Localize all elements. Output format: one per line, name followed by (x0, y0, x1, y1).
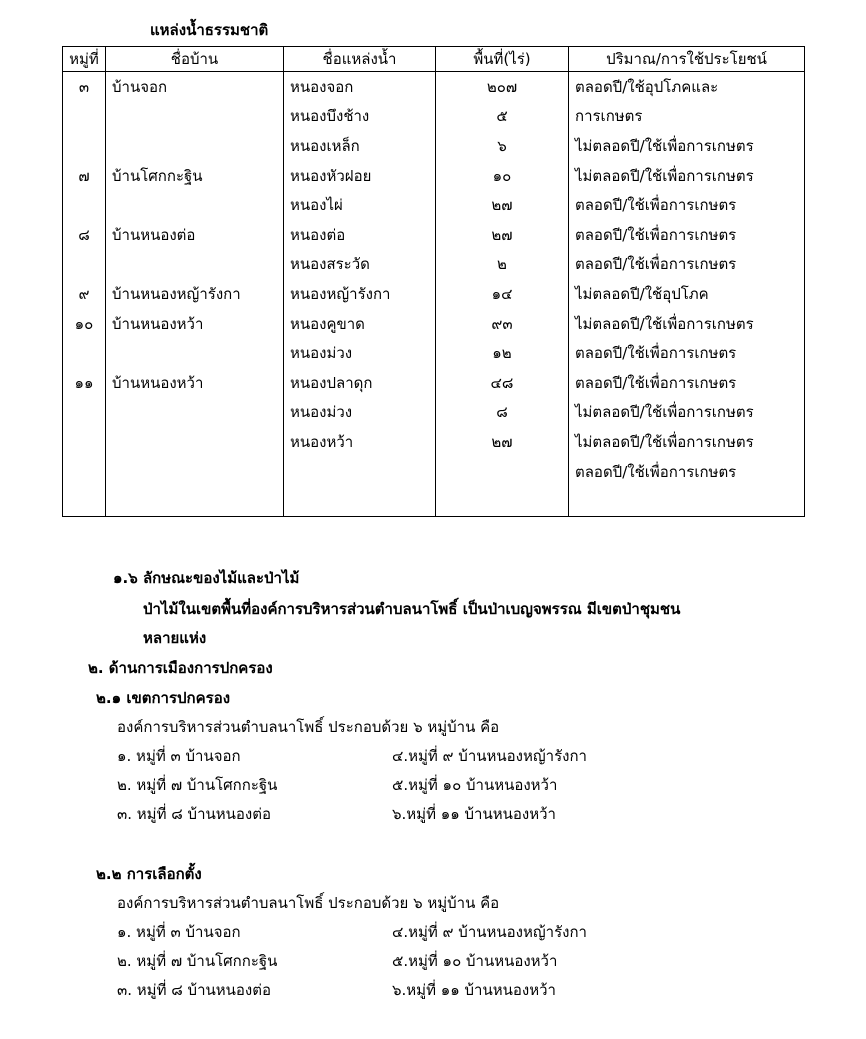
election-item: ๖.หมู่ที่ ๑๑ บ้านหนองหว้า (392, 981, 556, 999)
cell-area: ๑๒ (436, 338, 569, 368)
cell-village (106, 102, 284, 132)
cell-area: ๙๓ (436, 309, 569, 339)
cell-village (106, 457, 284, 487)
cell-water-source: หนองปลาดุก (284, 368, 436, 398)
cell-moo (63, 131, 106, 161)
cell-water-source: หนองสระวัด (284, 250, 436, 280)
election-list-row (117, 978, 556, 1002)
cell-water-source (284, 486, 436, 516)
cell-village (106, 486, 284, 516)
admin-item: ๖.หมู่ที่ ๑๑ บ้านหนองหว้า (392, 805, 556, 823)
table-row (63, 102, 805, 132)
header-water-source: ชื่อแหล่งน้ำ (284, 47, 436, 72)
admin-item: ๕.หมู่ที่ ๑๐ บ้านหนองหว้า (392, 776, 558, 794)
table-row (63, 368, 805, 398)
table-row (63, 220, 805, 250)
cell-usage: ตลอดปี/ใช้เพื่อการเกษตร (569, 457, 805, 487)
election-item: ๕.หมู่ที่ ๑๐ บ้านหนองหว้า (392, 952, 558, 970)
admin-item: ๔.หมู่ที่ ๙ บ้านหนองหญ้ารังกา (392, 747, 587, 765)
cell-area (436, 457, 569, 487)
table-row (63, 309, 805, 339)
cell-usage: ไม่ตลอดปี/ใช้เพื่อการเกษตร (569, 309, 805, 339)
water-sources-table (62, 46, 805, 517)
election-item: ๒. หมู่ที่ ๗ บ้านโศกกะฐิน (117, 952, 278, 970)
cell-moo (63, 486, 106, 516)
election-heading: ๒.๒ การเลือกตั้ง (96, 865, 202, 883)
cell-water-source (284, 457, 436, 487)
cell-water-source: หนองบึงช้าง (284, 102, 436, 132)
cell-moo: ๑๑ (63, 368, 106, 398)
table-row (63, 338, 805, 368)
cell-moo: ๗ (63, 161, 106, 191)
cell-water-source: หนองม่วง (284, 398, 436, 428)
cell-usage (569, 486, 805, 516)
cell-usage: ตลอดปี/ใช้เพื่อการเกษตร (569, 250, 805, 280)
cell-village (106, 338, 284, 368)
cell-usage: ไม่ตลอดปี/ใช้เพื่อการเกษตร (569, 131, 805, 161)
table-body (63, 72, 805, 517)
table-header-row (63, 47, 805, 72)
cell-moo: ๑๐ (63, 309, 106, 339)
election-item: ๓. หมู่ที่ ๘ บ้านหนองต่อ (117, 981, 271, 999)
cell-area (436, 486, 569, 516)
table-row (63, 457, 805, 487)
cell-village: บ้านหนองหว้า (106, 368, 284, 398)
cell-moo (63, 398, 106, 428)
cell-usage: ตลอดปี/ใช้อุปโภคและ (569, 72, 805, 102)
cell-water-source: หนองต่อ (284, 220, 436, 250)
table-row (63, 131, 805, 161)
header-area: พื้นที่(ไร่) (436, 47, 569, 72)
cell-moo (63, 338, 106, 368)
table-row (63, 398, 805, 428)
water-table-title: แหล่งน้ำธรรมชาติ (150, 21, 269, 39)
cell-usage: ตลอดปี/ใช้เพื่อการเกษตร (569, 220, 805, 250)
forest-heading: ๑.๖ ลักษณะของไม้และป่าไม้ (113, 569, 300, 587)
header-usage: ปริมาณ/การใช้ประโยชน์ (569, 47, 805, 72)
admin-list-row (117, 773, 557, 797)
cell-usage: ไม่ตลอดปี/ใช้เพื่อการเกษตร (569, 398, 805, 428)
cell-usage: ตลอดปี/ใช้เพื่อการเกษตร (569, 190, 805, 220)
cell-usage: ไม่ตลอดปี/ใช้เพื่อการเกษตร (569, 427, 805, 457)
cell-area: ๘ (436, 398, 569, 428)
header-village: ชื่อบ้าน (106, 47, 284, 72)
cell-moo: ๙ (63, 279, 106, 309)
cell-usage: ตลอดปี/ใช้เพื่อการเกษตร (569, 338, 805, 368)
cell-village: บ้านจอก (106, 72, 284, 102)
table-row (63, 279, 805, 309)
cell-water-source: หนองไผ่ (284, 190, 436, 220)
table-row (63, 72, 805, 102)
cell-area: ๑๔ (436, 279, 569, 309)
forest-line-1: ป่าไม้ในเขตพื้นที่องค์การบริหารส่วนตำบลนาโพธิ์ เป็นป่าเบญจพรรณ มีเขตป่าชุมชน (143, 600, 681, 618)
cell-area: ๔๘ (436, 368, 569, 398)
cell-moo: ๘ (63, 220, 106, 250)
cell-area: ๒ (436, 250, 569, 280)
table-row (63, 427, 805, 457)
cell-moo: ๓ (63, 72, 106, 102)
cell-usage: ไม่ตลอดปี/ใช้เพื่อการเกษตร (569, 161, 805, 191)
admin-item: ๒. หมู่ที่ ๗ บ้านโศกกะฐิน (117, 776, 278, 794)
cell-water-source: หนองเหล็ก (284, 131, 436, 161)
cell-area: ๒๗ (436, 220, 569, 250)
cell-area: ๒๗ (436, 427, 569, 457)
cell-village (106, 190, 284, 220)
politics-heading: ๒. ด้านการเมืองการปกครอง (88, 659, 273, 677)
cell-area: ๒๐๗ (436, 72, 569, 102)
cell-village: บ้านโศกกะฐิน (106, 161, 284, 191)
cell-water-source: หนองหญ้ารังกา (284, 279, 436, 309)
table-row (63, 190, 805, 220)
forest-line-2: หลายแห่ง (143, 629, 207, 647)
cell-water-source: หนองหว้า (284, 427, 436, 457)
election-item: ๑. หมู่ที่ ๓ บ้านจอก (117, 923, 241, 941)
cell-usage: การเกษตร (569, 102, 805, 132)
cell-water-source: หนองม่วง (284, 338, 436, 368)
cell-area: ๖ (436, 131, 569, 161)
election-intro: องค์การบริหารส่วนตำบลนาโพธิ์ ประกอบด้วย ๖ หมู่บ้าน คือ (117, 894, 500, 912)
header-moo: หมู่ที่ (63, 47, 106, 72)
admin-list-row (117, 802, 556, 826)
cell-village (106, 250, 284, 280)
cell-usage: ตลอดปี/ใช้เพื่อการเกษตร (569, 368, 805, 398)
cell-area: ๒๗ (436, 190, 569, 220)
cell-moo (63, 190, 106, 220)
cell-village: บ้านหนองหญ้ารังกา (106, 279, 284, 309)
cell-water-source: หนองคูขาด (284, 309, 436, 339)
admin-item: ๓. หมู่ที่ ๘ บ้านหนองต่อ (117, 805, 271, 823)
cell-moo (63, 427, 106, 457)
admin-list-row (117, 744, 587, 768)
cell-area: ๑๐ (436, 161, 569, 191)
cell-village (106, 131, 284, 161)
cell-moo (63, 250, 106, 280)
cell-village (106, 398, 284, 428)
table-row (63, 486, 805, 516)
admin-heading: ๒.๑ เขตการปกครอง (96, 689, 231, 707)
cell-village: บ้านหนองหว้า (106, 309, 284, 339)
cell-village: บ้านหนองต่อ (106, 220, 284, 250)
table-row (63, 161, 805, 191)
cell-water-source: หนองหัวฝอย (284, 161, 436, 191)
cell-moo (63, 457, 106, 487)
admin-intro: องค์การบริหารส่วนตำบลนาโพธิ์ ประกอบด้วย ๖ หมู่บ้าน คือ (117, 718, 500, 736)
election-list-row (117, 949, 557, 973)
cell-water-source: หนองจอก (284, 72, 436, 102)
cell-moo (63, 102, 106, 132)
cell-village (106, 427, 284, 457)
cell-usage: ไม่ตลอดปี/ใช้อุปโภค (569, 279, 805, 309)
election-list-row (117, 920, 587, 944)
cell-area: ๕ (436, 102, 569, 132)
admin-item: ๑. หมู่ที่ ๓ บ้านจอก (117, 747, 241, 765)
table-row (63, 250, 805, 280)
election-item: ๔.หมู่ที่ ๙ บ้านหนองหญ้ารังกา (392, 923, 587, 941)
